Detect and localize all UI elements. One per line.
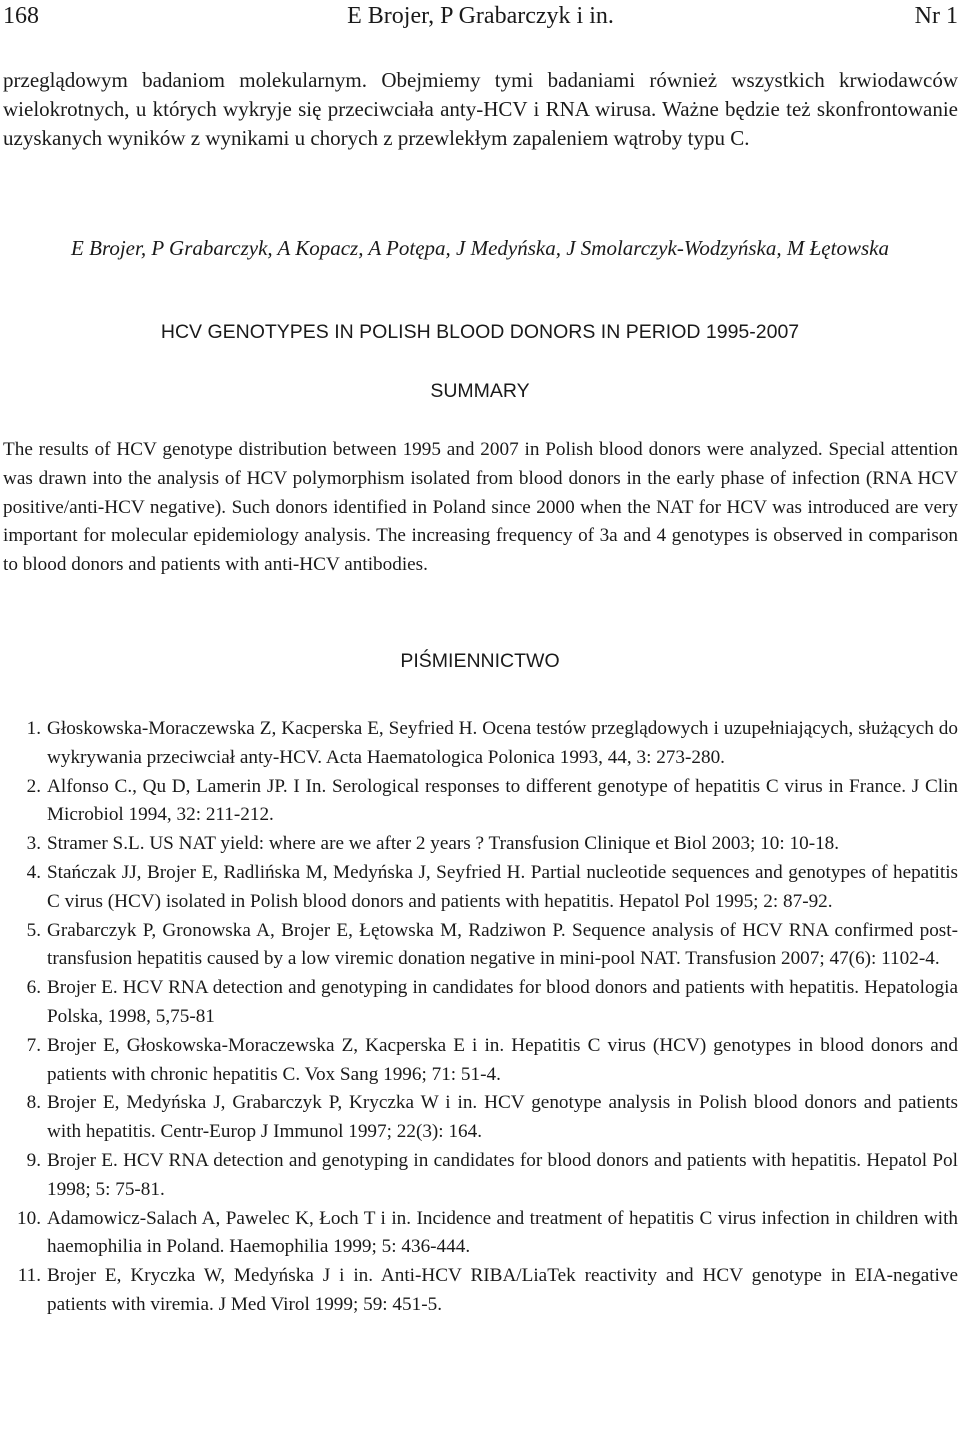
summary-text: The results of HCV genotype distribution between 1995 and 2007 in Polish blood donors were analyzed. Special attention was drawn into the analysis of HCV polymorphism isolated from blood donors in the early phase of infection (RNA HCV positive/anti-HCV negative). Such donors identified in Poland since 2000 when the NAT for HCV was introduced are very important for molecular epidemiology analysis. The increasing frequency of 3a and 4 genotypes is observed in comparison to blood donors and patients with anti-HCV antibodies.: [3, 439, 958, 576]
reference-item: [3, 1032, 958, 1090]
reference-item: [3, 830, 958, 859]
reference-text: Brojer E. HCV RNA detection and genotyping in candidates for blood donors and patients with hepatitis. Hepatol Pol 1998; 5: 75-81.: [47, 1149, 958, 1200]
reference-number: 9.: [26, 1149, 41, 1171]
reference-item: [3, 859, 958, 917]
abstract-authors: E Brojer, P Grabarczyk, A Kopacz, A Potępa, J Medyńska, J Smolarczyk-Wodzyńska, M Łętowska: [71, 236, 889, 260]
reference-item: [3, 1205, 958, 1263]
reference-number: 2.: [26, 775, 41, 797]
reference-text: Alfonso C., Qu D, Lamerin JP. I In. Serological responses to different genotype of hepatitis C virus in France. J Clin Microbiol 1994, 32: 211-212.: [47, 775, 958, 826]
reference-number: 6.: [26, 977, 41, 999]
reference-text: Głoskowska-Moraczewska Z, Kacperska E, Seyfried H. Ocena testów przeglądowych i uzupełniających, służących do wykrywania przeciwciał anty-HCV. Acta Haematologica Polonica 1993, 44, 3: 273-280.: [47, 718, 958, 768]
reference-text: Stramer S.L. US NAT yield: where are we after 2 years ? Transfusion Clinique et Biol 2003; 10: 10-18.: [47, 833, 840, 855]
reference-number: 1.: [26, 718, 41, 739]
reference-item: [3, 1089, 958, 1147]
reference-item: [3, 1262, 958, 1320]
issue-number: Nr 1: [914, 3, 958, 29]
reference-item: [3, 1147, 958, 1205]
page-number: 168: [3, 3, 39, 29]
abstract-title: HCV GENOTYPES IN POLISH BLOOD DONORS IN PERIOD 1995-2007: [160, 321, 800, 343]
reference-list: [3, 715, 958, 1320]
reference-text: Brojer E. HCV RNA detection and genotyping in candidates for blood donors and patients with hepatitis. Hepatologia Polska, 1998, 5,75-81: [47, 977, 958, 1027]
reference-number: 7.: [26, 1034, 41, 1056]
reference-number: 10.: [17, 1207, 41, 1229]
references-heading: PIŚMIENNICTWO: [400, 650, 560, 672]
reference-text: Grabarczyk P, Gronowska A, Brojer E, Łętowska M, Radziwon P. Sequence analysis of HCV RNA confirmed post-transfusion hepatitis caused by a low viremic donation negative in mini-pool NAT. Transfusion 2007; 47(6): 1102-4.: [47, 919, 958, 970]
reference-number: 8.: [26, 1092, 41, 1114]
reference-text: Adamowicz-Salach A, Pawelec K, Łoch T i in. Incidence and treatment of hepatitis C virus infection in children with haemophilia in Poland. Haemophilia 1999; 5: 436-444.: [47, 1207, 958, 1258]
summary-heading: SUMMARY: [430, 380, 530, 402]
reference-number: 5.: [26, 919, 41, 941]
reference-item: [3, 974, 958, 1032]
reference-item: [3, 917, 958, 975]
running-head: [3, 0, 958, 40]
reference-number: 4.: [26, 861, 41, 883]
reference-number: 3.: [26, 833, 41, 855]
reference-item: [3, 715, 958, 773]
reference-number: 11.: [17, 1265, 41, 1287]
reference-item: [3, 773, 958, 831]
running-title: E Brojer, P Grabarczyk i in.: [347, 3, 614, 29]
closing-paragraph: przeglądowym badaniom molekularnym. Obejmiemy tymi badaniami również wszystkich krwiodawców wielokrotnych, u których wykryje się przeciwciała anty-HCV i RNA wirusa. Ważne będzie też skonfrontowanie uzyskanych wyników z wynikami u chorych z przewlekłym zapaleniem wątroby typu C.: [3, 68, 958, 150]
reference-text: Stańczak JJ, Brojer E, Radlińska M, Medyńska J, Seyfried H. Partial nucleotide sequences and genotypes of hepatitis C virus (HCV) isolated in Polish blood donors and patients with hepatitis. Hepatol Pol 1995; 2: 87-92.: [47, 861, 958, 912]
reference-text: Brojer E, Głoskowska-Moraczewska Z, Kacperska E i in. Hepatitis C virus (HCV) genotypes in blood donors and patients with chronic hepatitis C. Vox Sang 1996; 71: 51-4.: [47, 1034, 958, 1085]
reference-text: Brojer E, Kryczka W, Medyńska J i in. Anti-HCV RIBA/LiaTek reactivity and HCV genotype in EIA-negative patients with viremia. J Med Virol 1999; 59: 451-5.: [47, 1265, 958, 1315]
reference-text: Brojer E, Medyńska J, Grabarczyk P, Kryczka W i in. HCV genotype analysis in Polish blood donors and patients with hepatitis. Centr-Europ J Immunol 1997; 22(3): 164.: [47, 1092, 958, 1143]
